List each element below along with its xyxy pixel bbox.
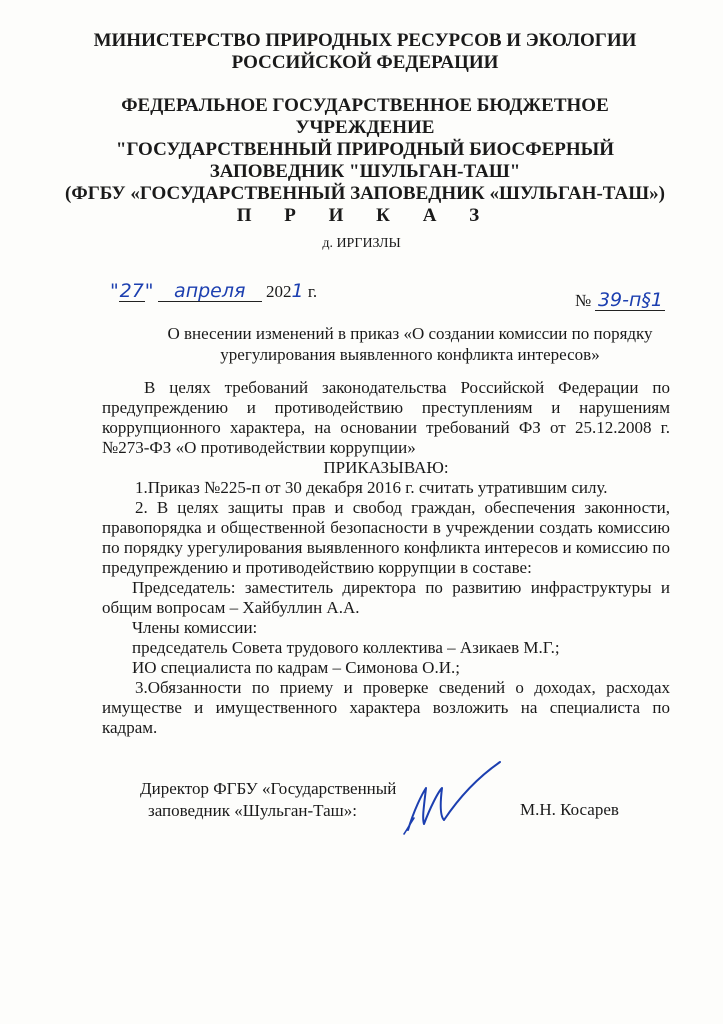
date-day: 27 xyxy=(119,280,144,302)
date-month: апреля xyxy=(158,281,262,302)
order-number-value: 39-п§1 xyxy=(595,290,665,311)
order-word: ПРИКАЗЫВАЮ: xyxy=(323,458,449,477)
item-1: 1.Приказ №225-п от 30 декабря 2016 г. считать утратившим силу. xyxy=(135,478,608,497)
order-number: № 39-п§1 xyxy=(575,290,665,311)
date-year-digit: 1 xyxy=(291,280,304,302)
ministry-header: МИНИСТЕРСТВО ПРИРОДНЫХ РЕСУРСОВ И ЭКОЛОГИИ РОССИЙСКОЙ ФЕДЕРАЦИИ xyxy=(93,30,637,73)
item-2: 2. В целях защиты прав и свобод граждан, обеспечения законности, правопорядка и общественной безопасности в учреждении создать комиссию по порядку урегулирования выявленного конфликта интересов и комиссию по предупреждению и противодействию коррупции в составе: xyxy=(102,498,670,577)
order-subject: О внесении изменений в приказ «О создании комиссии по порядку урегулирования выявленного конфликта интересов» xyxy=(167,324,653,364)
order-body xyxy=(102,378,670,738)
institution-header: ФЕДЕРАЛЬНОЕ ГОСУДАРСТВЕННОЕ БЮДЖЕТНОЕ УЧРЕЖДЕНИЕ "ГОСУДАРСТВЕННЫЙ ПРИРОДНЫЙ БИОСФЕРНЫЙ ЗАПОВЕДНИК "ШУЛЬГАН-ТАШ" (ФГБУ «ГОСУДАРСТВЕННЫЙ ЗАПОВЕДНИК «ШУЛЬГАН-ТАШ») П Р И К А З xyxy=(60,95,670,227)
document-type: П Р И К А З xyxy=(236,205,494,226)
place-line: д. ИРГИЗЛЫ xyxy=(322,236,401,251)
member-2: ИО специалиста по кадрам – Симонова О.И.; xyxy=(132,658,460,677)
members-label: Члены комиссии: xyxy=(132,618,258,637)
signer-position: Директор ФГБУ «Государственный заповедник «Шульган-Таш»: xyxy=(140,779,397,820)
member-1: председатель Совета трудового коллектива – Азикаев М.Г.; xyxy=(132,638,560,657)
item-3: 3.Обязанности по приему и проверке сведений о доходах, расходах имуществе и имущественного характера возложить на специалиста по кадрам. xyxy=(102,678,670,737)
chairman: Председатель: заместитель директора по развитию инфраструктуры и общим вопросам – Хайбуллин А.А. xyxy=(102,578,670,617)
signer-name: М.Н. Косарев xyxy=(520,800,619,819)
preamble: В целях требований законодательства Российской Федерации по предупреждению и противодействию преступлениям и нарушениям коррупционного характера, на основании требований ФЗ от 25.12.2008 г. №273-ФЗ «О противодействии коррупции» xyxy=(102,378,670,457)
order-date: "27" апреля 2021 г. xyxy=(110,280,318,302)
handwritten-signature xyxy=(400,758,510,838)
